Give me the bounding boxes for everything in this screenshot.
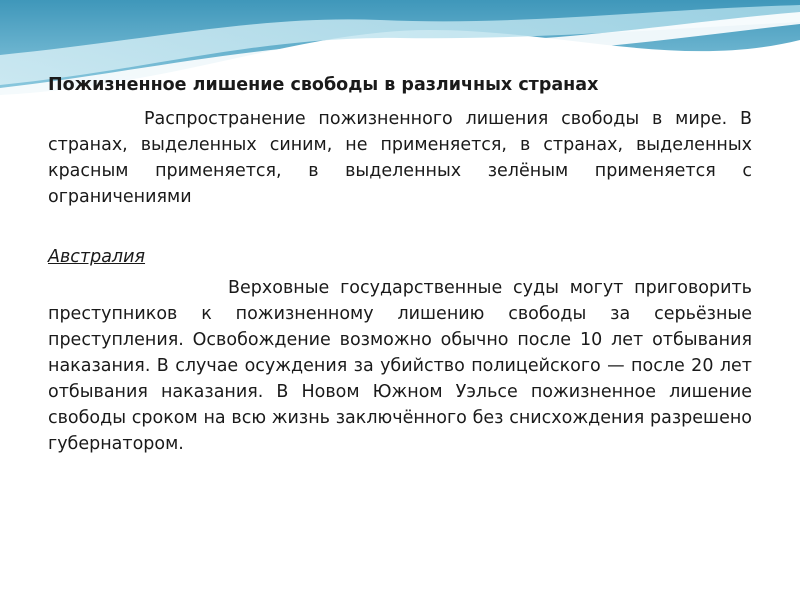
slide-content — [48, 73, 752, 457]
slide-heading: Пожизненное лишение свободы в различных странах — [48, 75, 599, 95]
australia-paragraph: Верховные государственные суды могут приговорить преступников к пожизненному лишению свободы за серьёзные преступления. Освобождение возможно обычно после 10 лет отбывания наказания. В случае осуждения за убийство полицейского — после 20 лет отбывания наказания. В Новом Южном Уэльсе пожизненное лишение свободы сроком на всю жизнь заключённого без снисхождения разрешено губернатором. — [48, 278, 752, 454]
intro-paragraph: Распространение пожизненного лишения свободы в мире. В странах, выделенных синим, не применяется, в странах, выделенных красным применяется, в выделенных зелёным применяется с ограничениями — [48, 109, 752, 207]
country-heading-australia: Австралия — [48, 247, 146, 267]
